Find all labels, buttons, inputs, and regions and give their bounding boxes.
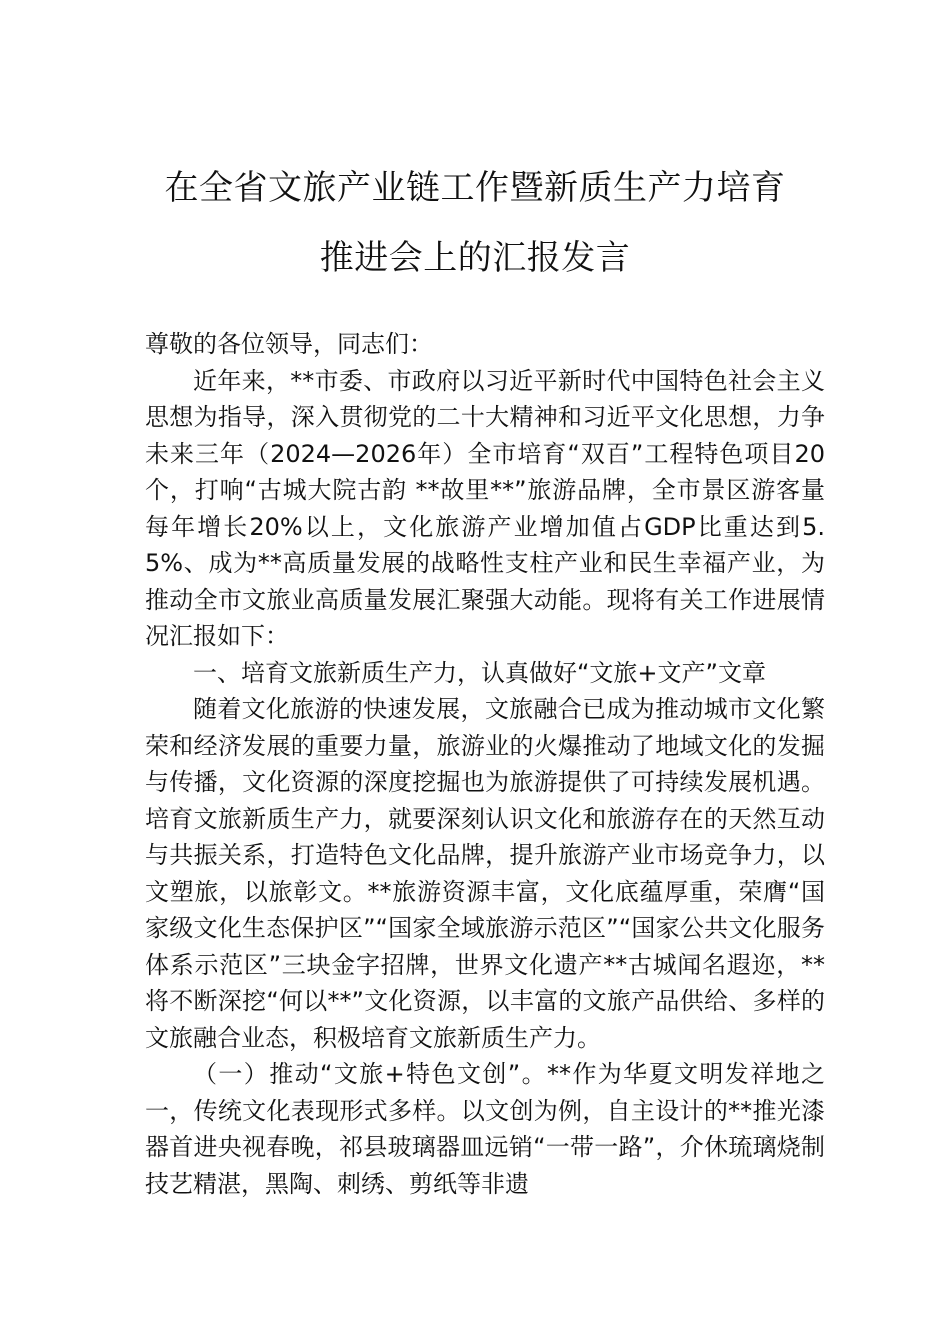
document-title-line-2: 推进会上的汇报发言 xyxy=(319,238,631,278)
section-heading-1: 一、培育文旅新质生产力，认真做好“文旅+文产”文章 xyxy=(193,658,766,687)
paragraph-section-1: 随着文化旅游的快速发展，文旅融合已成为推动城市文化繁荣和经济发展的重要力量，旅游业的火爆推动了地域文化的发掘与传播，文化资源的深度挖掘也为旅游提供了可持续发展机遇。培育文旅新质生产力，就要深刻认识文化和旅游存在的天然互动与共振关系，打造特色文化品牌，提升旅游产业市场竞争力，以文塑旅，以旅彰文。**旅游资源丰富，文化底蕴厚重，荣膺“国家级文化生态保护区”“国家全域旅游示范区”“国家公共文化服务体系示范区”三块金字招牌，世界文化遗产**古城闻名遐迩，**将不断深挖“何以**”文化资源，以丰富的文旅产品供给、多样的文旅融合业态，积极培育文旅新质生产力。 xyxy=(145,695,825,1052)
document-title-line-1: 在全省文旅产业链工作暨新质生产力培育 xyxy=(164,168,786,208)
document-body xyxy=(145,326,825,1202)
paragraph-subsection-1: （一）推动“文旅+特色文创”。**作为华夏文明发祥地之一，传统文化表现形式多样。以文创为例，自主设计的**推光漆器首进央视春晚，祁县玻璃器皿远销“一带一路”，介休琉璃烧制技艺精湛，黑陶、刺绣、剪纸等非遗 xyxy=(145,1060,825,1198)
salutation: 尊敬的各位领导，同志们： xyxy=(145,330,433,358)
paragraph-intro: 近年来，**市委、市政府以习近平新时代中国特色社会主义思想为指导，深入贯彻党的二十大精神和习近平文化思想，力争未来三年（2024—2026年）全市培育“双百”工程特色项目20个，打响“古城大院古韵 **故里**”旅游品牌，全市景区游客量每年增长20%以上，文化旅游产业增加值占GDP比重达到5.5%、成为**高质量发展的战略性支柱产业和民生幸福产业，为推动全市文旅业高质量发展汇聚强大动能。现将有关工作进展情况汇报如下： xyxy=(145,366,825,650)
